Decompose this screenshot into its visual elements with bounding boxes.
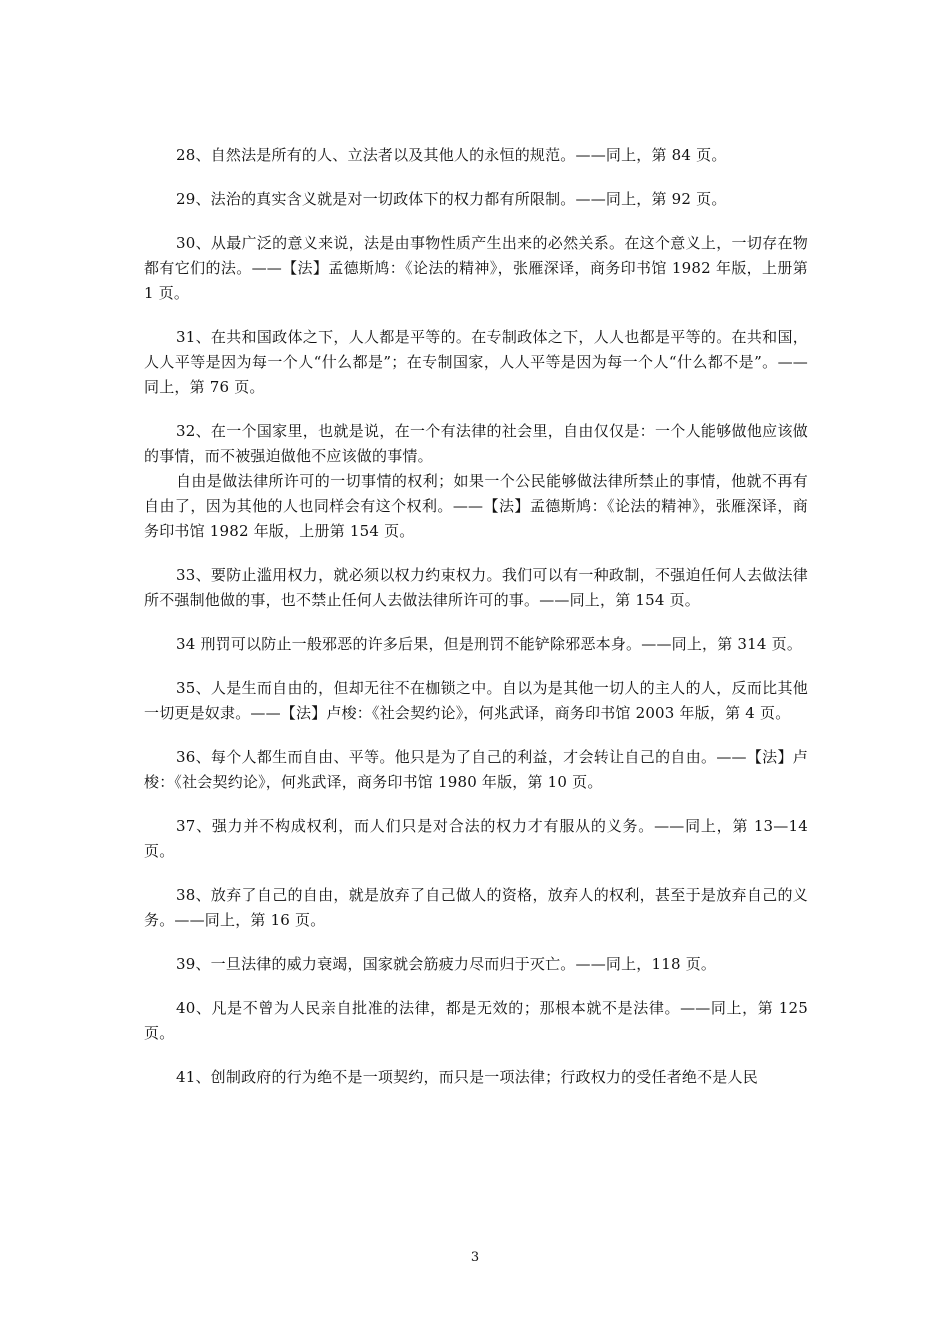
- quote-paragraph-32-part-2: 自由是做法律所许可的一切事情的权利；如果一个公民能够做法律所禁止的事情，他就不再有自由了，因为其他的人也同样会有这个权利。——【法】孟德斯鸠：《论法的精神》，张雁深译，商务印书馆 1982 年版，上册第 154 页。: [144, 472, 808, 540]
- quote-paragraph-40: 40、凡是不曾为人民亲自批准的法律，都是无效的；那根本就不是法律。——同上，第 125 页。: [144, 999, 808, 1042]
- quote-paragraph-32: [144, 419, 808, 544]
- quote-paragraph-35: 35、人是生而自由的，但却无往不在枷锁之中。自以为是其他一切人的主人的人，反而比其他一切更是奴隶。——【法】卢梭：《社会契约论》，何兆武译，商务印书馆 2003 年版，第 4 页。: [144, 679, 808, 722]
- quote-paragraph-30: 30、从最广泛的意义来说，法是由事物性质产生出来的必然关系。在这个意义上，一切存在物都有它们的法。——【法】孟德斯鸠：《论法的精神》，张雁深译，商务印书馆 1982 年版，上册第 1 页。: [144, 234, 808, 302]
- quote-paragraph-36: 36、每个人都生而自由、平等。他只是为了自己的利益，才会转让自己的自由。——【法】卢梭：《社会契约论》，何兆武译，商务印书馆 1980 年版，第 10 页。: [144, 748, 808, 791]
- quote-paragraph-38: 38、放弃了自己的自由，就是放弃了自己做人的资格，放弃人的权利，甚至于是放弃自己的义务。——同上，第 16 页。: [144, 886, 808, 929]
- quote-paragraph-34: 34 刑罚可以防止一般邪恶的许多后果，但是刑罚不能铲除邪恶本身。——同上，第 314 页。: [176, 635, 803, 653]
- quote-paragraph-41: 41、创制政府的行为绝不是一项契约，而只是一项法律；行政权力的受任者绝不是人民: [176, 1068, 758, 1086]
- quote-paragraph-28: 28、自然法是所有的人、立法者以及其他人的永恒的规范。——同上，第 84 页。: [176, 146, 727, 164]
- quote-paragraph-37: 37、强力并不构成权利，而人们只是对合法的权力才有服从的义务。——同上，第 13—14 页。: [144, 817, 808, 860]
- quote-paragraph-39: 39、一旦法律的威力衰竭，国家就会筋疲力尽而归于灭亡。——同上，118 页。: [176, 955, 717, 973]
- document-body: [144, 143, 808, 1109]
- page-number: 3: [470, 1250, 480, 1265]
- quote-paragraph-29: 29、法治的真实含义就是对一切政体下的权力都有所限制。——同上，第 92 页。: [176, 190, 727, 208]
- quote-paragraph-32-part-1: 32、在一个国家里，也就是说，在一个有法律的社会里，自由仅仅是：一个人能够做他应该做的事情，而不被强迫做他不应该做的事情。: [144, 422, 808, 465]
- quote-paragraph-33: 33、要防止滥用权力，就必须以权力约束权力。我们可以有一种政制，不强迫任何人去做法律所不强制他做的事，也不禁止任何人去做法律所许可的事。——同上，第 154 页。: [144, 566, 808, 609]
- quote-paragraph-31: 31、在共和国政体之下，人人都是平等的。在专制政体之下，人人也都是平等的。在共和国，人人平等是因为每一个人“什么都是”；在专制国家，人人平等是因为每一个人“什么都不是”。——同上，第 76 页。: [144, 328, 808, 396]
